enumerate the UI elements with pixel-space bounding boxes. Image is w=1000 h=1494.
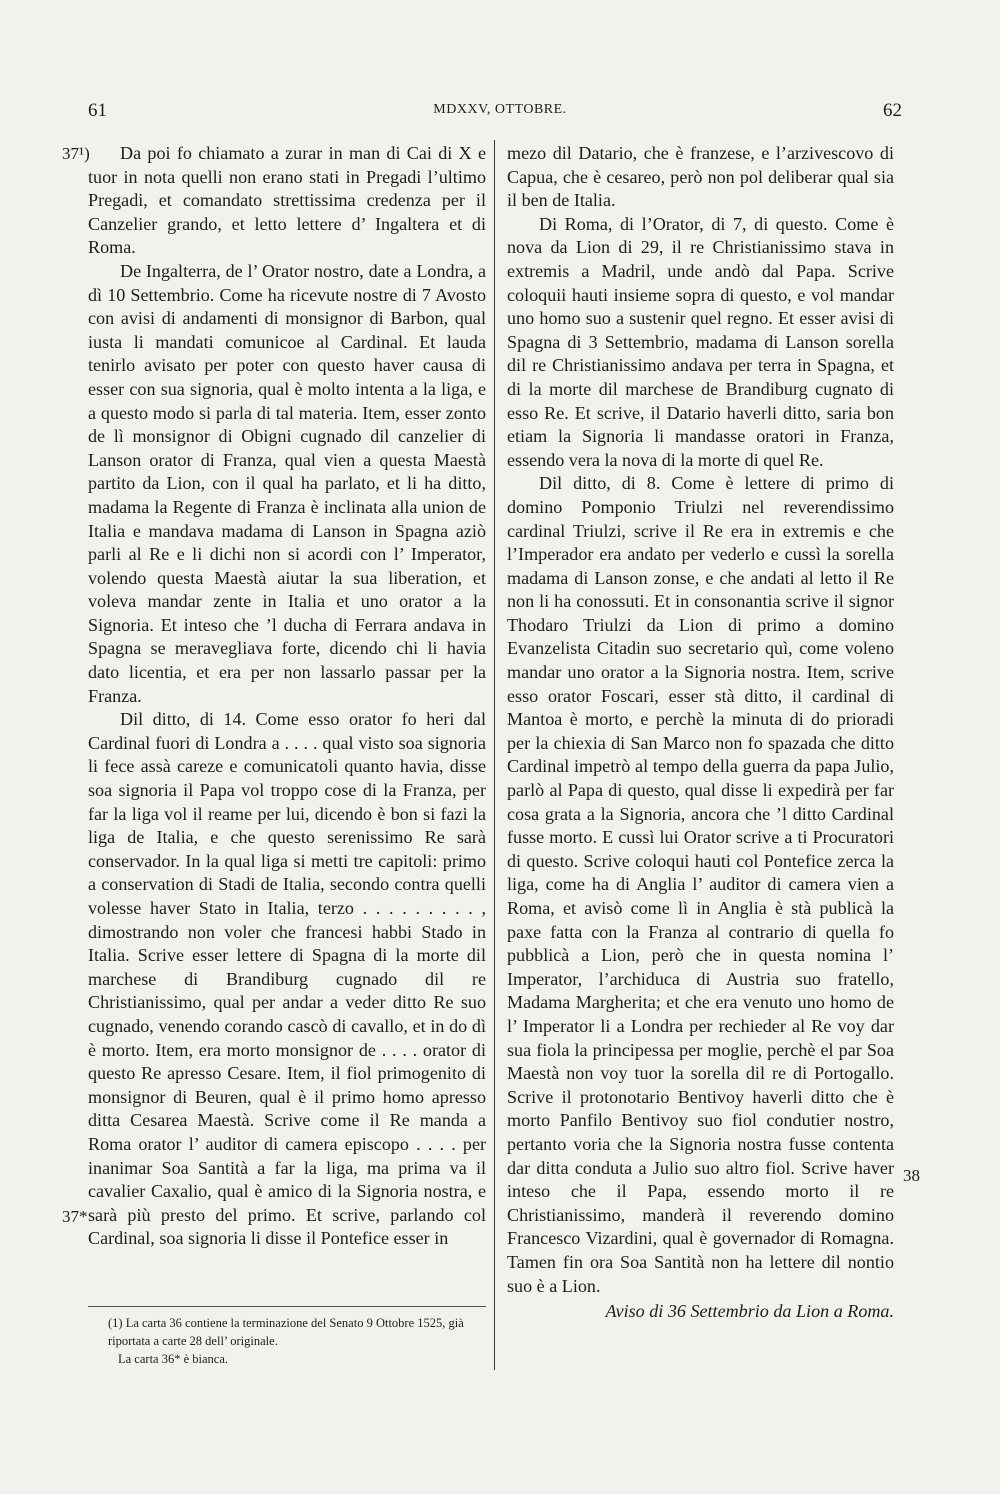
footnotes xyxy=(108,1314,486,1368)
running-title: MDXXV, OTTOBRE. xyxy=(433,102,567,117)
paragraph: Dil ditto, di 8. Come è lettere di primo di domino Pomponio Triulzi nel reverendissimo cardinal Triulzi, scrive il Re era in extremis e che l’Imperador era andato per vederlo e cussì la sorella madama di Lanson zonse, e che andati al letto il Re non li ha conossuti. Et in consonantia scrive il signor Thodaro Triulzi da Lion di primo a domino Evanzelista Citadin suo secretario quì, come voleno mandar uno orator a la Signoria nostra. Item, scrive esso orator Foscari, esser stà ditto, il cardinal di Mantoa è morto, e perchè la minuta di do prioradi per la chiexia di San Marco non fo spazada che ditto Cardinal impetrò al tempo della guerra da papa Julio, parlò al Papa di questo, qual disse li expedirà per far cosa grata a la Signoria, ancora che ’l ditto Cardinal fusse morto. E cussì lui Orator scrive a ti Procuratori di questo. Scrive coloqui hauti col Pontefice zerca la liga, come ha di Anglia l’ auditor di camera vien a Roma, et avisò come lì in Anglia è stà publicà la paxe fatta con la Franza al contrario di quella fo pubblicà a Lion, però che in questa nomina l’ Imperator, l’archiduca di Austria suo fratello, Madama Margherita; et che era venuto uno homo de l’ Imperator li a Londra per rechieder al Re voy dar sua fiola la principessa per moglie, perchè el par Soa Maestà non voy tuor la sorella dil re di Portogallo. Scrive il protonotario Bentivoy haverli ditto che è morto Panfilo Bentivoy suo fiol condutier nostro, pertanto voria che la Signoria nostra fusse contenta dar ditta conduta a Julio suo altro fiol. Scrive haver inteso che il Papa, essendo morto il re Christianissimo, manderà il reverendo domino Francesco Vizardini, qual è governador di Romagna. Tamen fin ora Soa Santità non ha lettere dil nontio suo è a Lion. xyxy=(507,473,894,1296)
footnote-divider xyxy=(88,1306,486,1307)
paragraph: mezo dil Datario, che è franzese, e l’arzivescovo di Capua, che è cesareo, però non pol deliberar qual sia il ben de Italia. xyxy=(507,143,894,211)
paragraph: Dil ditto, di 14. Come esso orator fo heri dal Cardinal fuori di Londra a . . . . qual visto soa signoria li fece assà careze e comunicatoli quanto havia, disse soa signoria il Papa vol troppo cose di la Franza, per far la liga vol il reame per lui, dicendo è bon si fazi la liga de Italia, e che questo serenissimo Re sarà conservador. In la qual liga si metti tre capitoli: primo a conservation di Stadi de Italia, secondo contra quelli volesse haver Stato in Italia, terzo . . . . . . . . . , dimostrando non voler che francesi habbi Stado in Italia. Scrive esser lettere di Spagna di la morte dil marchese di Brandiburg cugnado dil re Christianissimo, qual per andar a veder ditto Re suo cugnado, venendo corando cascò di cavallo, et in do dì è morto. Item, era morto monsignor de . . . . orator di questo Re apresso Cesare. Item, il fiol primogenito di monsignor di Beuren, qual è il primo homo apresso ditta Cesarea Maestà. Scrive come il Re manda a Roma orator l’ auditor di camera episcopo . . . . per inanimar Soa Santità a far la liga, ma prima va il cavalier Caxalio, qual è amico di la Signoria nostra, e sarà più presto del primo. Et scrive, parlando col Cardinal, soa signoria li disse il Pontefice esser in xyxy=(88,709,486,1249)
margin-note-folio-38: 38 xyxy=(903,1166,920,1185)
page-number-right: 62 xyxy=(883,100,902,121)
footnote: (1) La carta 36 contiene la terminazione del Senato 9 Ottobre 1525, già riportata a carte 28 dell’ originale. xyxy=(108,1316,464,1348)
margin-note-folio-37-verso: 37* xyxy=(62,1207,88,1226)
paragraph: Da poi fo chiamato a zurar in man di Cai di X e tuor in nota quelli non erano stati in Pregadi l’ultimo Pregadi, et comandato strettissima credenza per il Canzelier grando, et letto lettere d’ Ingaltera et di Roma. xyxy=(88,143,486,258)
paragraph: De Ingalterra, de l’ Orator nostro, date a Londra, a dì 10 Settembrio. Come ha ricevute nostre di 7 Avosto con avisi di andamenti di monsignor di Barbon, qual iusta li mandati comunicoe al Cardinal. Et lauda tenirlo avisato per poter con questo haver causa di esser con sua signoria, qual è molto intenta a la liga, e a questo modo si parla di tal materia. Item, esser zonto de lì monsignor di Obigni cugnado dil canzelier di Lanson orator di Franza, qual vien a questa Maestà partito da Lion, con il qual ha parlato, et li ha ditto, madama la Regente di Franza è inclinata alla union de Italia e mandava madama di Lanson in Spagna aziò parli al Re e li dichi non si acordi con l’ Imperator, volendo questa Maestà aiutar la sua liberation, et voleva mandar zente in Italia et uno orator a la Signoria. Et inteso che ’l ducha di Ferrara andava in Spagna se meravegliava forte, dicendo chi li havia dato licentia, et era per non lassarlo passar per la Franza. xyxy=(88,260,486,706)
margin-note-folio-37: 37¹) xyxy=(62,144,90,163)
left-column xyxy=(88,142,486,1251)
right-column xyxy=(507,142,894,1324)
page-number-left: 61 xyxy=(88,100,107,121)
running-head xyxy=(0,100,1000,130)
footnote: La carta 36* è bianca. xyxy=(118,1352,229,1366)
closing-heading: Aviso di 36 Settembrio da Lion a Roma. xyxy=(605,1301,894,1322)
paragraph: Di Roma, di l’Orator, di 7, di questo. Come è nova da Lion di 29, il re Christianissimo stava in extremis a Madril, unde andò dal Papa. Scrive coloquii hauti insieme sopra di questo, e vol mandar uno homo suo a sustenir quel regno. Et esser avisi di Spagna di 3 Settembrio, madama di Lanson sorella dil re Christianissimo andava per terra in Spagna, et di la morte dil marchese de Brandiburg cugnato di esso Re. Et scrive, il Datario haverli ditto, saria bon etiam la Signoria li mandasse oratori in Franza, essendo vera la nova di la morte di quel Re. xyxy=(507,213,894,470)
column-divider xyxy=(494,140,495,1370)
